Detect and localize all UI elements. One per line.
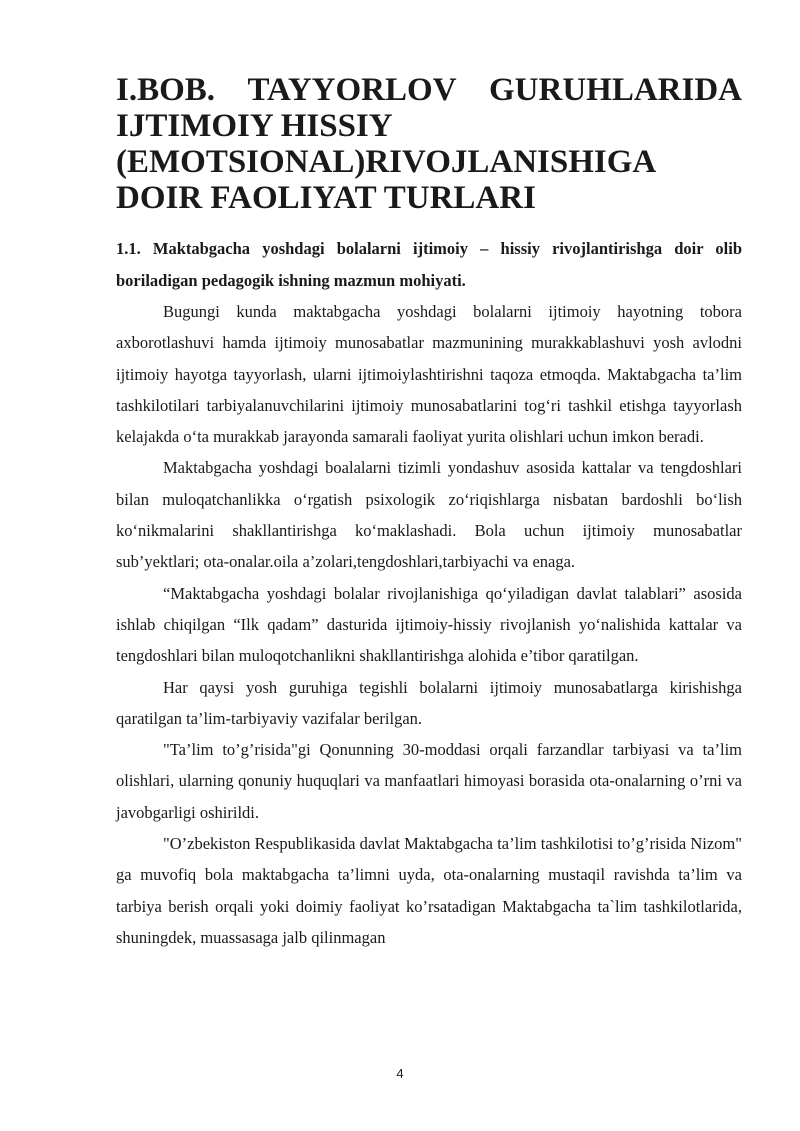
section-title: 1.1. Maktabgacha yoshdagi bolalarni ijtimoiy – hissiy rivojlantirishga doir olib boriladigan pedagogik ishning mazmun mohiyati. — [116, 239, 742, 290]
chapter-title — [116, 72, 742, 216]
chapter-title-line2: (EMOTSIONAL)RIVOJLANISHIGA DOIR FAOLIYAT TURLARI — [116, 144, 657, 216]
paragraph-4: Har qaysi yosh guruhiga tegishli bolalarni ijtimoiy munosabatlarga kirishishga qaratilgan ta’lim-tarbiyaviy vazifalar berilgan. — [116, 677, 742, 728]
paragraph-5: "Ta’lim to’g’risida"gi Qonunning 30-moddasi orqali farzandlar tarbiyasi va ta’lim olishlari, ularning qonuniy huquqlari va manfaatlari himoyasi borasida ota-onalarning o’rni va javobgarligi oshirildi. — [116, 740, 742, 822]
document-page — [116, 72, 742, 953]
page-number: 4 — [396, 1066, 404, 1081]
paragraph-2: Maktabgacha yoshdagi boalalarni tizimli yondashuv asosida kattalar va tengdoshlari bilan muloqatchanlikka o‘rgatish psixologik zo‘riqishlarga nisbatan bardoshli bo‘lish ko‘nikmalarini shakllantirishga ko‘maklashadi. Bola uchun ijtimoiy munosabatlar sub’yektlari; ota-onalar.oila a’zolari,tengdoshlari,tarbiyachi va enaga. — [116, 458, 742, 572]
paragraph-1: Bugungi kunda maktabgacha yoshdagi bolalarni ijtimoiy hayotning tobora axborotlashuvi hamda ijtimoiy munosabatlar mazmunining murakkablashuvi yosh avlodni ijtimoiy hayotga tayyorlash, ularni ijtimoiylashtirishni taqoza etmoqda. Maktabgacha ta’lim tashkilotilari tarbiyalanuvchilarini ijtimoiy munosabatlarini tog‘ri tashkil etishga tayyorlash kelajakda o‘ta murakkab jarayonda samarali faoliyat yurita olishlari uchun imkon beradi. — [116, 302, 742, 447]
chapter-title-line1: I.BOB. TAYYORLOV GURUHLARIDA IJTIMOIY HISSIY — [116, 72, 742, 144]
paragraph-6: "O’zbekiston Respublikasida davlat Maktabgacha ta’lim tashkilotisi to’g’risida Nizom" ga muvofiq bola maktabgacha ta’limni uyda, ota-onalarning mustaqil ravishda ta’lim va tarbiya berish orqali yoki doimiy faoliyat ko’rsatadigan Maktabgacha ta`lim tashkilotlarida, shuningdek, muassasaga jalb qilinmagan — [116, 834, 742, 947]
paragraph-3: “Maktabgacha yoshdagi bolalar rivojlanishiga qo‘yiladigan davlat talablari” asosida ishlab chiqilgan “Ilk qadam” dasturida ijtimoiy-hissiy rivojlanish yo‘nalishida kattalar va tengdoshlari bilan muloqotchanlikni shakllantirishga alohida e’tibor qaratilgan. — [116, 583, 742, 666]
